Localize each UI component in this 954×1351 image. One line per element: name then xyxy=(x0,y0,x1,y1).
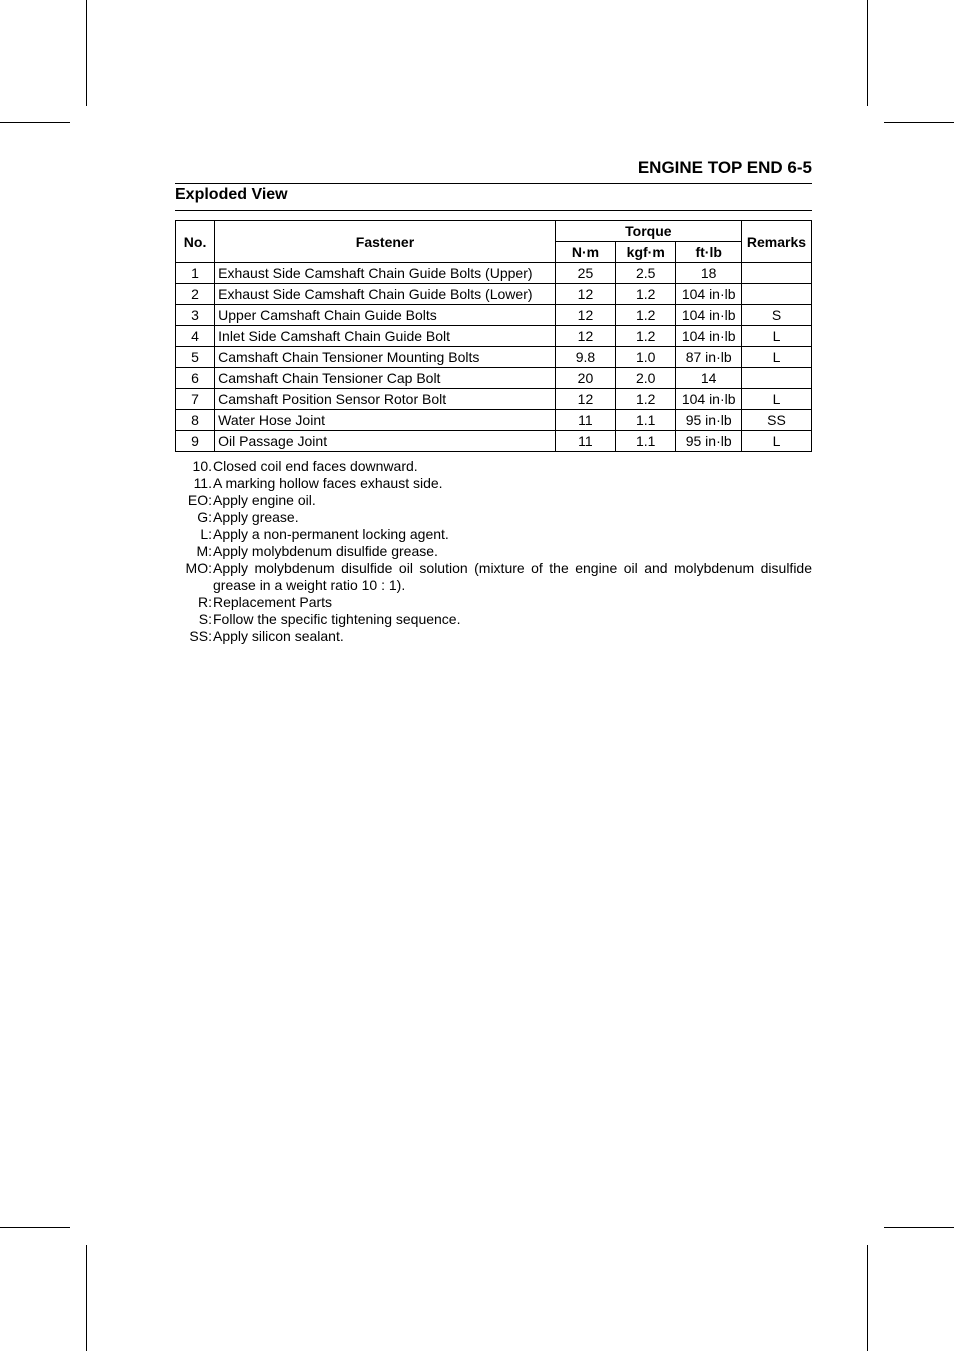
cell-nm: 12 xyxy=(555,389,615,410)
cell-nm: 20 xyxy=(555,368,615,389)
cell-ftlb: 104 in·lb xyxy=(676,389,742,410)
cell-kgfm: 2.5 xyxy=(616,263,676,284)
note-text: Apply engine oil. xyxy=(213,492,316,508)
note-key: M: xyxy=(196,543,212,559)
cell-no: 5 xyxy=(176,347,215,368)
cell-remarks: L xyxy=(741,431,811,452)
note-key: SS: xyxy=(189,628,212,644)
table-row xyxy=(176,368,812,389)
cell-no: 2 xyxy=(176,284,215,305)
table-row xyxy=(176,263,812,284)
header-torque: Torque xyxy=(555,221,741,242)
cell-fastener: Water Hose Joint xyxy=(215,410,556,431)
crop-mark-top-left-horizontal xyxy=(0,122,70,123)
cell-remarks: SS xyxy=(741,410,811,431)
header-kgfm: kgf·m xyxy=(616,242,676,263)
cell-nm: 11 xyxy=(555,410,615,431)
cell-remarks xyxy=(741,263,811,284)
cell-fastener: Camshaft Chain Tensioner Mounting Bolts xyxy=(215,347,556,368)
section-rule xyxy=(175,210,812,211)
note-text: Apply molybdenum disulfide grease. xyxy=(213,543,438,559)
header-fastener: Fastener xyxy=(215,221,556,263)
cell-fastener: Upper Camshaft Chain Guide Bolts xyxy=(215,305,556,326)
note-item xyxy=(175,526,812,543)
page-header xyxy=(175,156,812,184)
note-text: Follow the specific tightening sequence. xyxy=(213,611,461,627)
note-item xyxy=(175,475,812,492)
note-text: Apply a non-permanent locking agent. xyxy=(213,526,449,542)
crop-mark-top-right-horizontal xyxy=(884,122,954,123)
table-row xyxy=(176,410,812,431)
cell-ftlb: 104 in·lb xyxy=(676,326,742,347)
note-text: Apply grease. xyxy=(213,509,299,525)
header-nm: N·m xyxy=(555,242,615,263)
cell-remarks xyxy=(741,284,811,305)
cell-ftlb: 104 in·lb xyxy=(676,305,742,326)
note-item xyxy=(175,611,812,628)
cell-nm: 12 xyxy=(555,305,615,326)
cell-nm: 12 xyxy=(555,284,615,305)
note-text: Apply silicon sealant. xyxy=(213,628,344,644)
crop-mark-bottom-left-vertical xyxy=(86,1245,87,1351)
note-key: 11. xyxy=(193,475,212,491)
cell-kgfm: 1.2 xyxy=(616,326,676,347)
cell-fastener: Exhaust Side Camshaft Chain Guide Bolts (Upper) xyxy=(215,263,556,284)
note-text: Replacement Parts xyxy=(213,594,333,610)
cell-remarks xyxy=(741,368,811,389)
cell-nm: 9.8 xyxy=(555,347,615,368)
note-key: L: xyxy=(200,526,212,542)
cell-fastener: Camshaft Chain Tensioner Cap Bolt xyxy=(215,368,556,389)
cell-no: 8 xyxy=(176,410,215,431)
crop-mark-bottom-right-vertical xyxy=(867,1245,868,1351)
section-title: Exploded View xyxy=(175,186,288,203)
table-row xyxy=(176,347,812,368)
cell-kgfm: 1.1 xyxy=(616,410,676,431)
note-item xyxy=(175,560,812,594)
cell-fastener: Oil Passage Joint xyxy=(215,431,556,452)
cell-ftlb: 18 xyxy=(676,263,742,284)
note-key: R: xyxy=(198,594,212,610)
header-no: No. xyxy=(176,221,215,263)
cell-kgfm: 1.0 xyxy=(616,347,676,368)
note-key: MO: xyxy=(185,560,212,576)
cell-no: 1 xyxy=(176,263,215,284)
cell-ftlb: 87 in·lb xyxy=(676,347,742,368)
cell-ftlb: 95 in·lb xyxy=(676,431,742,452)
table-row xyxy=(176,305,812,326)
note-item xyxy=(175,492,812,509)
cell-remarks: L xyxy=(741,347,811,368)
cell-remarks: S xyxy=(741,305,811,326)
table-row xyxy=(176,389,812,410)
cell-nm: 25 xyxy=(555,263,615,284)
cell-no: 7 xyxy=(176,389,215,410)
cell-remarks: L xyxy=(741,389,811,410)
note-item xyxy=(175,458,812,475)
note-key: G: xyxy=(197,509,212,525)
note-item xyxy=(175,628,812,645)
cell-nm: 12 xyxy=(555,326,615,347)
cell-no: 9 xyxy=(176,431,215,452)
cell-kgfm: 1.2 xyxy=(616,284,676,305)
note-text: Closed coil end faces downward. xyxy=(213,458,418,474)
cell-kgfm: 1.1 xyxy=(616,431,676,452)
table-row xyxy=(176,326,812,347)
crop-mark-top-left-vertical xyxy=(86,0,87,106)
cell-kgfm: 2.0 xyxy=(616,368,676,389)
cell-ftlb: 104 in·lb xyxy=(676,284,742,305)
cell-no: 3 xyxy=(176,305,215,326)
cell-kgfm: 1.2 xyxy=(616,389,676,410)
note-item xyxy=(175,594,812,611)
header-remarks: Remarks xyxy=(741,221,811,263)
cell-remarks: L xyxy=(741,326,811,347)
cell-fastener: Camshaft Position Sensor Rotor Bolt xyxy=(215,389,556,410)
cell-no: 4 xyxy=(176,326,215,347)
cell-ftlb: 14 xyxy=(676,368,742,389)
note-item xyxy=(175,509,812,526)
crop-mark-bottom-left-horizontal xyxy=(0,1227,70,1228)
cell-kgfm: 1.2 xyxy=(616,305,676,326)
note-text: A marking hollow faces exhaust side. xyxy=(213,475,443,491)
cell-ftlb: 95 in·lb xyxy=(676,410,742,431)
notes-list xyxy=(175,458,812,645)
note-key: 10. xyxy=(192,458,212,474)
crop-mark-bottom-right-horizontal xyxy=(884,1227,954,1228)
cell-no: 6 xyxy=(176,368,215,389)
table-row xyxy=(176,431,812,452)
cell-fastener: Inlet Side Camshaft Chain Guide Bolt xyxy=(215,326,556,347)
running-title: ENGINE TOP END 6-5 xyxy=(637,158,812,177)
cell-nm: 11 xyxy=(555,431,615,452)
note-key: EO: xyxy=(187,492,212,508)
table-row xyxy=(176,284,812,305)
header-ftlb: ft·lb xyxy=(676,242,742,263)
note-key: S: xyxy=(198,611,212,627)
crop-mark-top-right-vertical xyxy=(867,0,868,106)
note-item xyxy=(175,543,812,560)
note-text: Apply molybdenum disulfide oil solution (mixture of the engine oil and molybdenum disulfide grease in a weight ratio 10 : 1). xyxy=(213,560,812,593)
torque-table xyxy=(175,220,812,452)
cell-fastener: Exhaust Side Camshaft Chain Guide Bolts (Lower) xyxy=(215,284,556,305)
